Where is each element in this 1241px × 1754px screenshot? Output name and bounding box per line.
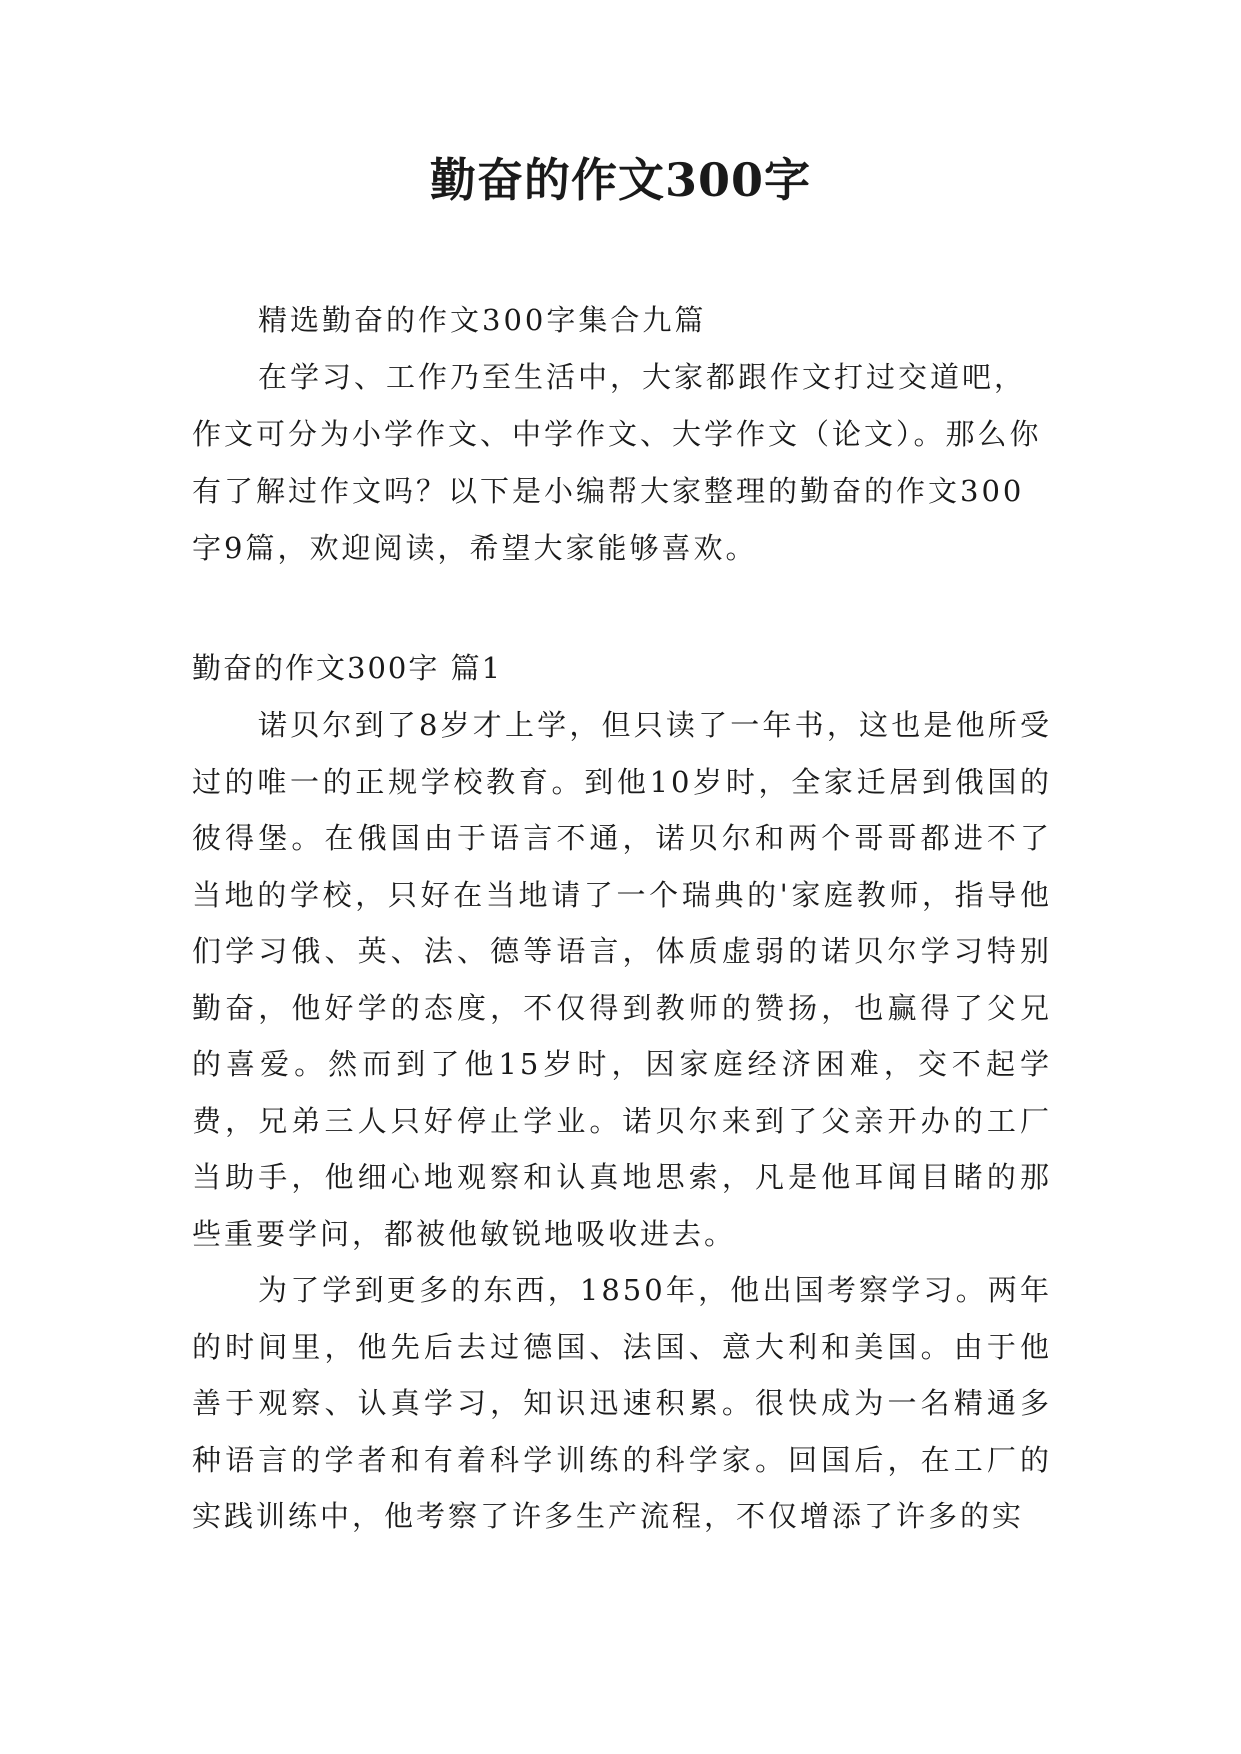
document-title: 勤奋的作文300字 (429, 153, 812, 207)
intro-subtitle: 精选勤奋的作文300字集合九篇 (258, 303, 707, 337)
intro-paragraph: 在学习、工作乃至生活中，大家都跟作文打过交道吧，作文可分为小学作文、中学作文、大学作文（论文）。那么你有了解过作文吗？以下是小编帮大家整理的勤奋的作文300字9篇，欢迎阅读，希望大家能够喜欢。 (192, 360, 1042, 565)
essay-paragraph: 为了学到更多的东西，1850年，他出国考察学习。两年的时间里，他先后去过德国、法国、意大利和美国。由于他善于观察、认真学习，知识迅速积累。很快成为一名精通多种语言的学者和有着科学训练的科学家。回国后，在工厂的实践训练中，他考察了许多生产流程，不仅增添了许多的实 (192, 1273, 1052, 1533)
essay-paragraph: 诺贝尔到了8岁才上学，但只读了一年书，这也是他所受过的唯一的正规学校教育。到他10岁时，全家迁居到俄国的彼得堡。在俄国由于语言不通，诺贝尔和两个哥哥都进不了当地的学校，只好在当地请了一个瑞典的'家庭教师，指导他们学习俄、英、法、德等语言，体质虚弱的诺贝尔学习特别勤奋，他好学的态度，不仅得到教师的赞扬，也赢得了父兄的喜爱。然而到了他15岁时，因家庭经济困难，交不起学费，兄弟三人只好停止学业。诺贝尔来到了父亲开办的工厂当助手，他细心地观察和认真地思索，凡是他耳闻目睹的那些重要学问，都被他敏锐地吸收进去。 (192, 708, 1052, 1251)
intro-section (192, 292, 1052, 577)
essay-body (192, 697, 1052, 1545)
section-heading: 勤奋的作文300字 篇1 (192, 651, 503, 685)
